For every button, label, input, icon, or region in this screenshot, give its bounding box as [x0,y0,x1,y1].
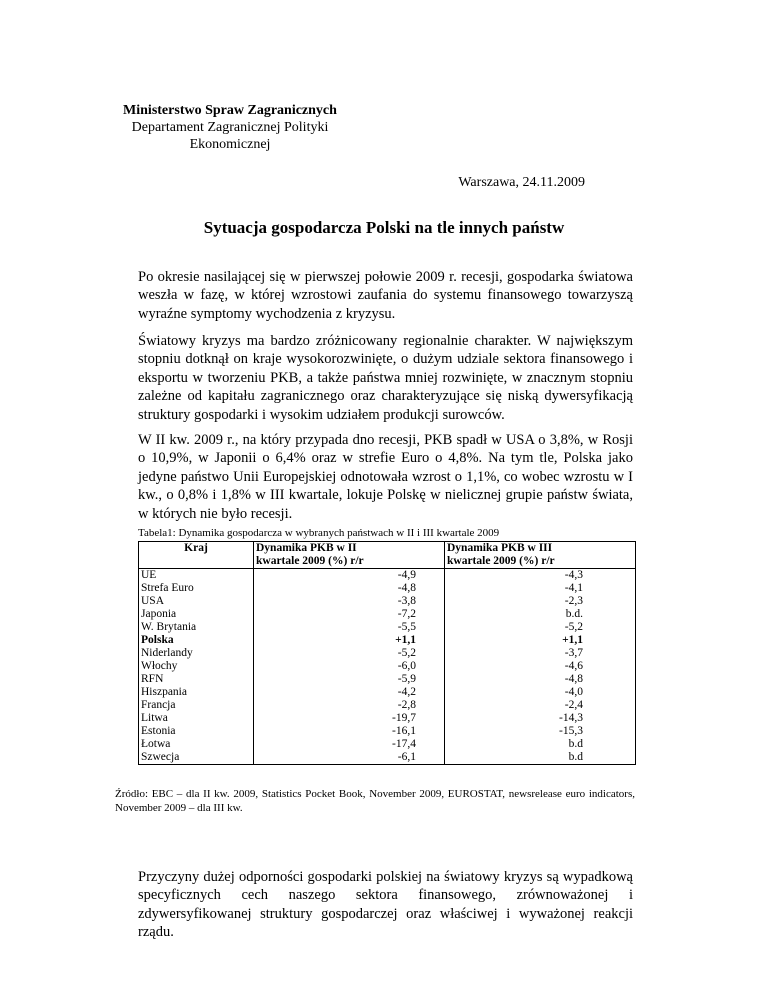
department-line-2: Ekonomicznej [189,137,271,152]
row-q3: -5,2 [445,621,636,634]
paragraph-2: Światowy kryzys ma bardzo zróżnicowany regionalnie charakter. W największym stopniu dotknął on kraje wysokorozwinięte, o dużym udziale sektora finansowego i eksportu w tworzeniu PKB, a także państwa mniej rozwinięte, w znacznym stopniu zależne od kapitału zagranicznego oraz charakteryzujące się niską dywersyfikacją struktury gospodarki i wysokim udziałem produkcji surowców. [138,333,633,423]
table-row [139,712,636,725]
paragraph-3: W II kw. 2009 r., na który przypada dno recesji, PKB spadł w USA o 3,8%, w Rosji o 10,9%, w Japonii o 6,4% oraz w strefie Euro o 4,8%. Na tym tle, Polska jako jedyne państwo Unii Europejskiej odnotowała wzrost o 1,1%, co wobec wzrostu w I kw., o 0,8% i 1,8% w III kwartale, lokuje Polskę w nielicznej grupie państw świata, w których nie było recesji. [138,432,633,522]
row-q2: +1,1 [254,634,445,647]
row-country: UE [139,569,254,583]
table-row [139,608,636,621]
table-row [139,621,636,634]
row-q2: -5,2 [254,647,445,660]
table-header-row [139,542,636,569]
table-row [139,569,636,583]
paragraph-4: Przyczyny dużej odporności gospodarki polskiej na światowy kryzys są wypadkową specyficznych cech naszego sektora finansowego, zrównoważonej i zdywersyfikowanej struktury gospodarczej oraz właściwej i wyważonej reakcji rządu. [138,869,633,941]
row-country: Hiszpania [139,686,254,699]
row-country: Polska [139,634,254,647]
table-row [139,686,636,699]
row-country: Litwa [139,712,254,725]
table-caption: Tabela1: Dynamika gospodarcza w wybranych państwach w II i III kwartale 2009 [138,527,500,539]
header-q3-line1: Dynamika PKB w III [447,542,553,554]
row-country: Francja [139,699,254,712]
row-q3: -3,7 [445,647,636,660]
header-q2 [254,542,445,569]
row-q2: -17,4 [254,738,445,751]
row-q3: +1,1 [445,634,636,647]
row-country: W. Brytania [139,621,254,634]
ministry-header [100,102,360,153]
row-q3: -4,8 [445,673,636,686]
table-row [139,751,636,765]
table-source: Źródło: EBC – dla II kw. 2009, Statistics Pocket Book, November 2009, EUROSTAT, newsrelease euro indicators, November 2009 – dla III kw. [115,788,635,814]
row-q3: b.d. [445,608,636,621]
row-q2: -16,1 [254,725,445,738]
row-q3: -2,4 [445,699,636,712]
row-q2: -5,5 [254,621,445,634]
table-row [139,673,636,686]
row-q3: b.d [445,751,636,765]
department-line-1: Departament Zagranicznej Polityki [131,120,329,135]
document-title: Sytuacja gospodarcza Polski na tle innych państw [203,218,565,237]
table-row [139,660,636,673]
row-country: Strefa Euro [139,582,254,595]
row-q2: -2,8 [254,699,445,712]
table-row [139,699,636,712]
row-q3: -4,6 [445,660,636,673]
row-q2: -7,2 [254,608,445,621]
row-q2: -5,9 [254,673,445,686]
header-q2-line1: Dynamika PKB w II [256,542,357,554]
row-q3: -2,3 [445,595,636,608]
ministry-name: Ministerstwo Spraw Zagranicznych [123,103,337,118]
row-q2: -3,8 [254,595,445,608]
header-q2-line2: kwartale 2009 (%) r/r [256,555,364,567]
table-row-highlight [139,634,636,647]
row-country: Estonia [139,725,254,738]
dateline: Warszawa, 24.11.2009 [458,175,585,190]
table-row [139,725,636,738]
row-q3: -4,3 [445,569,636,583]
row-q2: -4,2 [254,686,445,699]
header-q3-line2: kwartale 2009 (%) r/r [447,555,555,567]
row-q2: -6,0 [254,660,445,673]
row-country: USA [139,595,254,608]
header-country: Kraj [139,542,254,569]
row-q2: -19,7 [254,712,445,725]
table-row [139,582,636,595]
row-q2: -4,8 [254,582,445,595]
table-row [139,738,636,751]
row-country: Włochy [139,660,254,673]
row-q3: -4,0 [445,686,636,699]
row-q2: -6,1 [254,751,445,765]
header-q3 [445,542,636,569]
gdp-table [138,541,636,765]
row-country: Niderlandy [139,647,254,660]
table-row [139,595,636,608]
row-country: RFN [139,673,254,686]
table-row [139,647,636,660]
row-q3: -14,3 [445,712,636,725]
row-country: Łotwa [139,738,254,751]
row-q3: b.d [445,738,636,751]
row-q2: -4,9 [254,569,445,583]
row-country: Japonia [139,608,254,621]
row-country: Szwecja [139,751,254,765]
row-q3: -4,1 [445,582,636,595]
paragraph-1: Po okresie nasilającej się w pierwszej połowie 2009 r. recesji, gospodarka światowa weszła w fazę, w której wzrostowi zaufania do systemu finansowego towarzyszą wyraźne symptomy wychodzenia z kryzysu. [138,269,633,322]
row-q3: -15,3 [445,725,636,738]
